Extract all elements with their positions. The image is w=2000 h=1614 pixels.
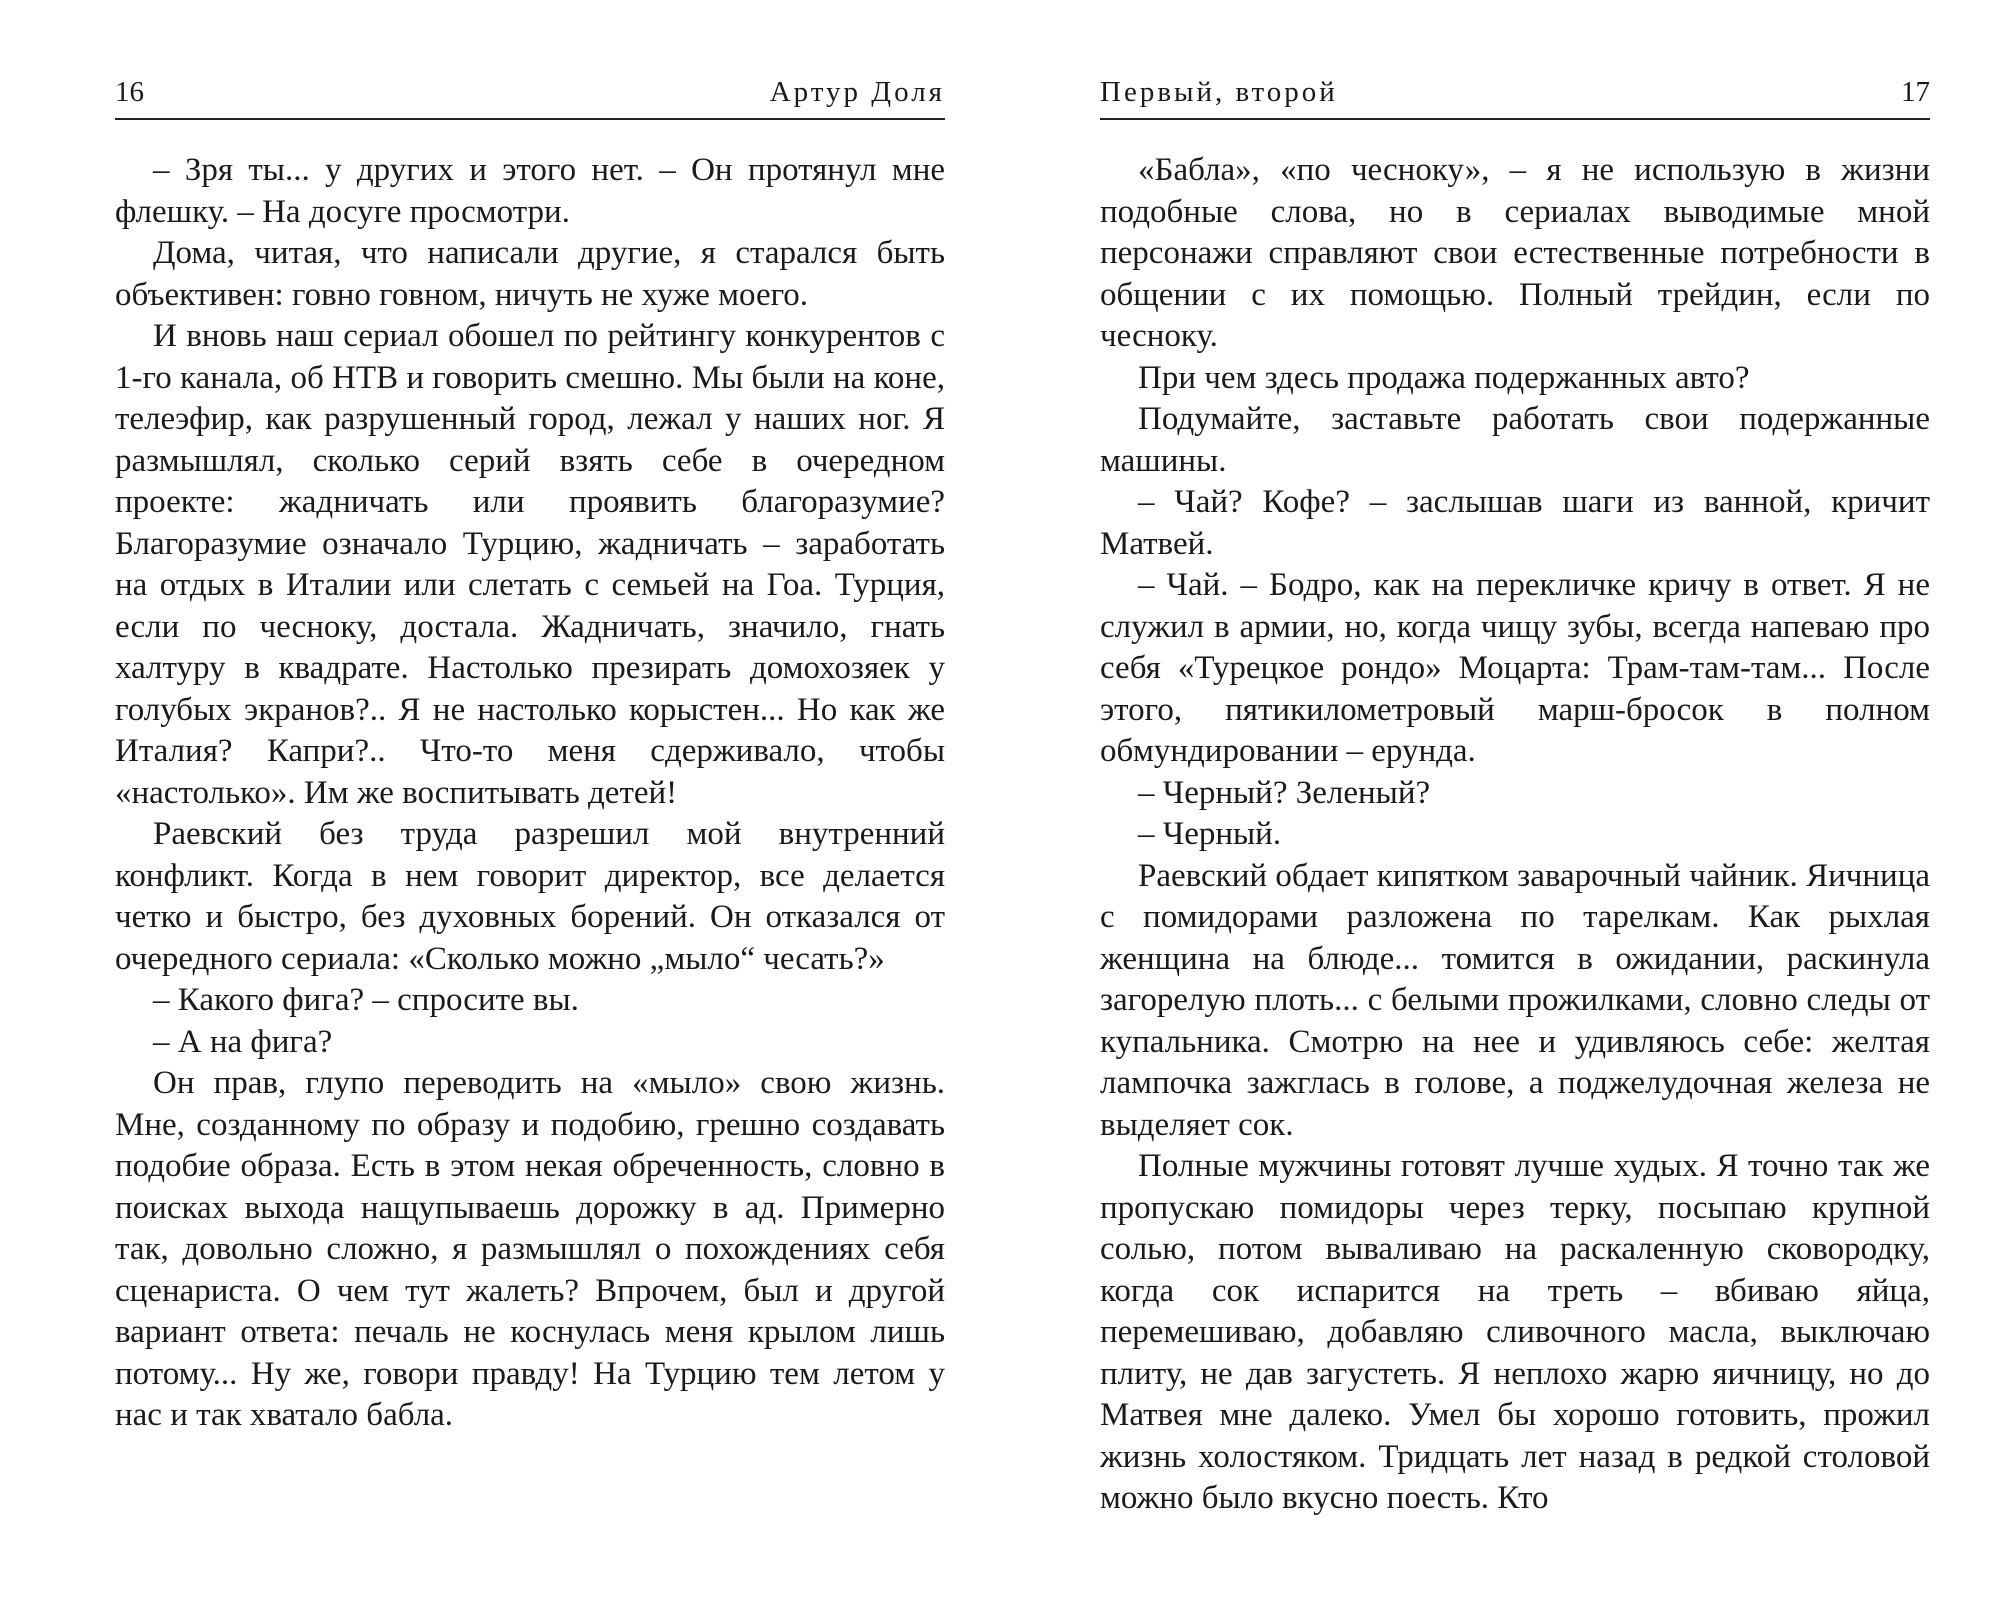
- paragraph: Раевский без труда разрешил мой внутренний конфликт. Когда в нем говорит директор, все делается четко и быстро, без духовных борений. Он отказался от очередного сериала: «Сколько можно „мыло“ чесать?»: [115, 816, 945, 977]
- left-page-body: [115, 150, 945, 1437]
- left-page-header: [115, 72, 945, 120]
- paragraph: Раевский обдает кипятком заварочный чайник. Яичница с помидорами разложена по тарелкам. Как рыхлая женщина на блюде... томится в ожидании, раскинула загорелую плоть... с белыми прожилками, словно следы от купальника. Смотрю на нее и удивляюсь себе: желтая лампочка зажглась в голове, а поджелудочная железа не выделяет сок.: [1100, 857, 1930, 1143]
- paragraph: – Чай. – Бодро, как на перекличке кричу в ответ. Я не служил в армии, но, когда чищу зубы, всегда напеваю про себя «Турецкое рондо» Моцарта: Трам-там-там... После этого, пятикилометровый марш-бросок в полном обмундировании – ерунда.: [1100, 567, 1930, 769]
- left-page-number: 16: [115, 76, 144, 108]
- right-page-body: [1100, 150, 1930, 1520]
- paragraph: – Чай? Кофе? – заслышав шаги из ванной, кричит Матвей.: [1100, 484, 1930, 562]
- paragraph: «Бабла», «по чесноку», – я не использую в жизни подобные слова, но в сериалах выводимые мной персонажи справляют свои естественные потребности в общении с их помощью. Полный трейдин, если по чесноку.: [1100, 152, 1930, 354]
- paragraph: – Черный? Зеленый?: [1138, 774, 1431, 811]
- paragraph: – Черный.: [1138, 816, 1282, 852]
- paragraph: Дома, читая, что написали другие, я старался быть объективен: говно говном, ничуть не хуже моего.: [115, 235, 945, 313]
- paragraph: Он прав, глупо переводить на «мыло» свою жизнь. Мне, созданному по образу и подобию, грешно создавать подобие образа. Есть в этом некая обреченность, словно в поисках выхода нащупываешь дорожку в ад. Примерно так, довольно сложно, я размышлял о похождениях себя сценариста. О чем тут жалеть? Впрочем, был и другой вариант ответа: печаль не коснулась меня крылом лишь потому... Ну же, говори правду! На Турцию тем летом у нас и так хватало бабла.: [115, 1065, 945, 1433]
- left-running-title: Артур Доля: [769, 76, 945, 108]
- right-page-number: 17: [1901, 76, 1930, 108]
- right-running-title: Первый, второй: [1100, 76, 1338, 108]
- paragraph: И вновь наш сериал обошел по рейтингу конкурентов с 1-го канала, об НТВ и говорить смешно. Мы были на коне, телеэфир, как разрушенный город, лежал у наших ног. Я размышлял, сколько серий взять себе в очередном проекте: жадничать или проявить благоразумие? Благоразумие означало Турцию, жадничать – заработать на отдых в Италии или слетать с семьей на Гоа. Турция, если по чесноку, достала. Жадничать, значило, гнать халтуру в квадрате. Настолько презирать домохозяек у голубых экранов?.. Я не настолько корыстен... Но как же Италия? Капри?.. Что-то меня сдерживало, чтобы «настолько». Им же воспитывать детей!: [115, 318, 945, 811]
- paragraph: Полные мужчины готовят лучше худых. Я точно так же пропускаю помидоры через терку, посыпаю крупной солью, потом вываливаю на раскаленную сковородку, когда сок испарится на треть – вбиваю яйца, перемешиваю, добавляю сливочного масла, выключаю плиту, не дав загустеть. Я неплохо жарю яичницу, но до Матвея мне далеко. Умел бы хорошо готовить, прожил жизнь холостяком. Тридцать лет назад в редкой столовой можно было вкусно поесть. Кто: [1100, 1148, 1930, 1516]
- paragraph: При чем здесь продажа подержанных авто?: [1138, 359, 1750, 396]
- right-page: [1100, 0, 1930, 1614]
- paragraph: Подумайте, заставьте работать свои подержанные машины.: [1100, 401, 1930, 479]
- right-page-header: [1100, 72, 1930, 120]
- paragraph: – Зря ты... у других и этого нет. – Он протянул мне флешку. – На досуге просмотри.: [115, 152, 945, 230]
- paragraph: – А на фига?: [153, 1023, 333, 1060]
- left-page: [115, 0, 945, 1614]
- paragraph: – Какого фига? – спросите вы.: [153, 982, 579, 1018]
